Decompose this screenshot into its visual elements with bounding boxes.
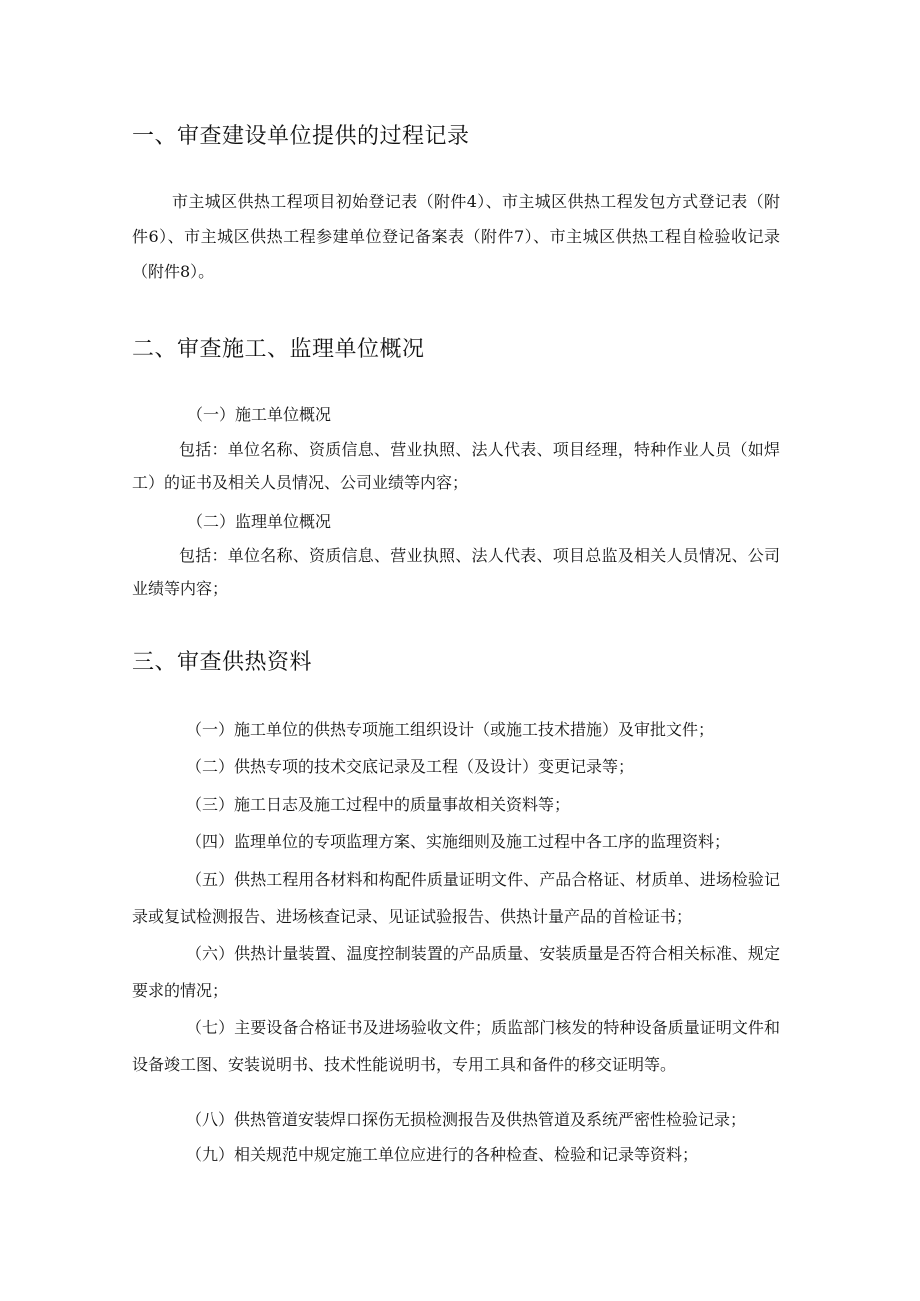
section-2-sub1-body: 包括：单位名称、资质信息、营业执照、法人代表、项目经理，特种作业人员（如焊工）的证书及相关人员情况、公司业绩等内容； [132, 440, 780, 492]
section-3-item-2: （二）供热专项的技术交底记录及工程（及设计）变更记录等； [186, 757, 635, 776]
section-3-item-5: （五）供热工程用各材料和构配件质量证明文件、产品合格证、材质单、进场检验记录或复试检测报告、进场核查记录、见证试验报告、供热计量产品的首检证书； [132, 870, 780, 926]
section-3-item-6: （六）供热计量装置、温度控制装置的产品质量、安装质量是否符合相关标准、规定要求的情况； [132, 944, 780, 1000]
section-2-sub2-body: 包括：单位名称、资质信息、营业执照、法人代表、项目总监及相关人员情况、公司业绩等内容； [132, 546, 780, 598]
section-3-item-7: （七）主要设备合格证书及进场验收文件；质监部门核发的特种设备质量证明文件和设备竣工图、安装说明书、技术性能说明书，专用工具和备件的移交证明等。 [132, 1018, 780, 1074]
section-2-sub2-title: （二）监理单位概况 [187, 512, 332, 531]
section-3-item-9: （九）相关规范中规定施工单位应进行的各种检查、检验和记录等资料； [186, 1145, 699, 1164]
section-3-item-4: （四）监理单位的专项监理方案、实施细则及施工过程中各工序的监理资料； [186, 832, 731, 851]
section-2-sub1-title: （一）施工单位概况 [187, 405, 332, 424]
section-3-heading: 三、审查供热资料 [132, 650, 313, 675]
section-1-heading: 一、审查建设单位提供的过程记录 [132, 124, 470, 149]
section-3-item-3: （三）施工日志及施工过程中的质量事故相关资料等； [186, 795, 571, 814]
section-2-heading: 二、审查施工、监理单位概况 [132, 337, 425, 362]
section-3-item-1: （一）施工单位的供热专项施工组织设计（或施工技术措施）及审批文件； [186, 720, 715, 739]
section-3-item-8: （八）供热管道安装焊口探伤无损检测报告及供热管道及系统严密性检验记录； [186, 1110, 747, 1129]
section-1-paragraph: 市主城区供热工程项目初始登记表（附件4）、市主城区供热工程发包方式登记表（附件6）、市主城区供热工程参建单位登记备案表（附件7）、市主城区供热工程自检验收记录（附件8）。 [132, 192, 780, 281]
